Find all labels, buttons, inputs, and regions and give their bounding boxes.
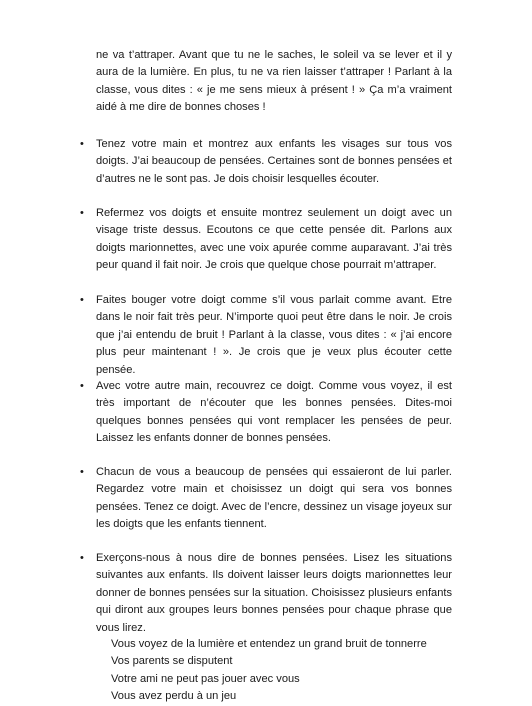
bullet-paragraph-1: Tenez votre main et montrez aux enfants les visages sur tous vos doigts. J’ai beaucoup de pensées. Certaines sont de bonnes pensées et d’autres ne le sont pas. Je dois choisir lesquelles écouter. [96,138,452,185]
intro-paragraph: ne va t’attraper. Avant que tu ne le saches, le soleil va se lever et il y aura de la lumière. En plus, tu ne va rien laisser t’attraper ! Parlant à la classe, vous dites : « je me sens mieux à présent ! » Ça m’a vraiment aidé à me dire de bonnes choses ! [96,49,452,114]
bullet-marker: • [80,138,84,150]
situations-list [111,636,427,706]
bullet-paragraph-3: Faites bouger votre doigt comme s’il vous parlait comme avant. Etre dans le noir fait très peur. N’importe quoi peut être dans le noir. Je crois que j’ai entendu de bruit ! Parlant à la classe, vous dites : « j’ai encore plus peur maintenant ! ». Je crois que je veux plus écouter cette pensée. [96,294,452,376]
situation-item: Vous avez perdu à un jeu [111,690,237,703]
situation-item: Vous voyez de la lumière et entendez un grand bruit de tonnerre [111,638,427,650]
situation-item: Votre ami ne peut pas jouer avec vous [111,672,300,685]
bullet-marker: • [80,466,84,478]
bullet-paragraph-5: Chacun de vous a beaucoup de pensées qui essaieront de lui parler. Regardez votre main et choisissez un doigt qui sera vos bonnes pensées. Tenez ce doigt. Avec de l’encre, dessinez un visage joyeux sur les doigts que les enfants tiennent. [96,466,452,531]
bullet-paragraph-4: Avec votre autre main, recouvrez ce doigt. Comme vous voyez, il est très important de n’écouter que les bonnes pensées. Dites-moi quelques bonnes pensées qui vont remplacer les pensées de peur. Laissez les enfants donner de bonnes pensées. [96,380,452,445]
bullet-paragraph-6: Exerçons-nous à nous dire de bonnes pensées. Lisez les situations suivantes aux enfants. Ils doivent laisser leurs doigts marionnettes leur donner de bonnes pensées sur la situation. Choisissez plusieurs enfants qui diront aux groupes leurs bonnes pensées pour chaque phrase que vous lirez. [96,552,452,634]
bullet-marker: • [80,380,84,392]
bullet-paragraph-2: Refermez vos doigts et ensuite montrez seulement un doigt avec un visage triste dessus. Ecoutons ce que cette pensée dit. Parlons aux doigts marionnettes, avec une voix apurée comme auparavant. J’ai très peur quand il fait noir. Je crois que quelque chose pourrait m’attraper. [96,207,452,272]
situation-item: Vos parents se disputent [111,655,233,668]
bullet-marker: • [80,294,84,306]
bullet-marker: • [80,552,84,564]
bullet-marker: • [80,207,84,219]
